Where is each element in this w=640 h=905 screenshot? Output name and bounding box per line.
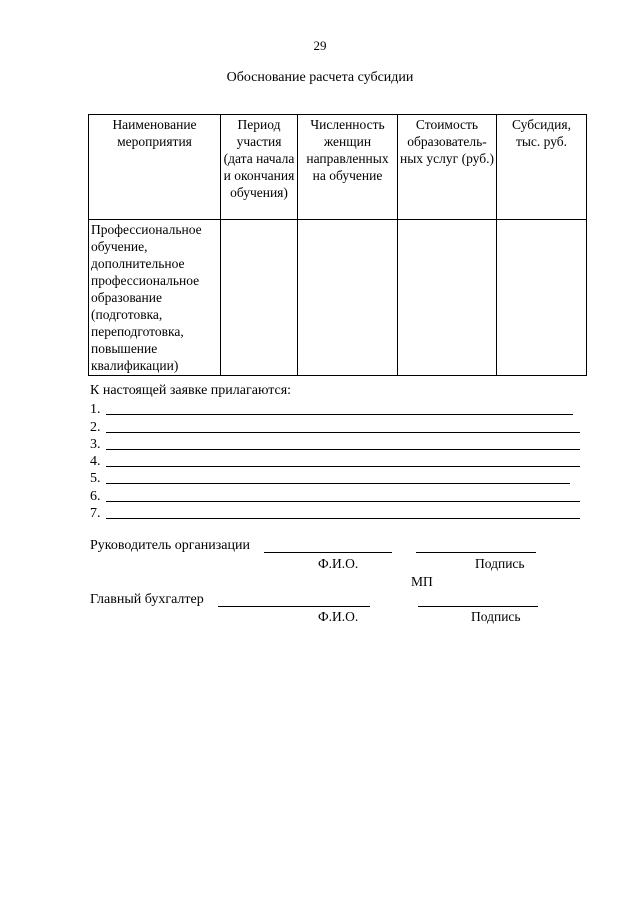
header-period: Период участия (дата начала и окончания обучения) bbox=[221, 115, 298, 220]
list-item bbox=[90, 504, 585, 521]
cell-event-name: Профессиональное обучение, дополнительное профессиональное образование (подготовка, переподготовка, повышение квалификации) bbox=[89, 220, 221, 376]
attachment-blank-line[interactable] bbox=[106, 489, 580, 502]
cell-women-count[interactable] bbox=[298, 220, 398, 376]
list-item bbox=[90, 400, 585, 417]
attachment-number: 7. bbox=[90, 506, 101, 522]
accountant-name-line[interactable] bbox=[218, 605, 370, 607]
list-item bbox=[90, 469, 585, 486]
attachment-blank-line[interactable] bbox=[106, 437, 580, 450]
attachment-number: 3. bbox=[90, 436, 101, 452]
attachments-heading: К настоящей заявке прилагаются: bbox=[90, 383, 292, 398]
cell-period[interactable] bbox=[221, 220, 298, 376]
attachment-blank-line[interactable] bbox=[106, 402, 573, 415]
attachment-blank-line[interactable] bbox=[106, 454, 580, 467]
head-name-line[interactable] bbox=[264, 551, 392, 553]
list-item bbox=[90, 435, 585, 452]
page-number: 29 bbox=[313, 38, 327, 53]
head-signature-caption: Подпись bbox=[475, 556, 525, 571]
attachment-blank-line[interactable] bbox=[106, 420, 580, 433]
attachment-number: 5. bbox=[90, 471, 101, 487]
header-subsidy: Субсидия, тыс. руб. bbox=[497, 115, 587, 220]
attachments-list bbox=[90, 400, 585, 521]
head-of-organization-label: Руководитель организации bbox=[90, 538, 250, 553]
list-item bbox=[90, 417, 585, 434]
cell-subsidy[interactable] bbox=[497, 220, 587, 376]
header-cost: Стоимость образователь-ных услуг (руб.) bbox=[398, 115, 497, 220]
head-name-caption: Ф.И.О. bbox=[318, 556, 359, 571]
accountant-signature-caption: Подпись bbox=[471, 609, 521, 624]
list-item bbox=[90, 486, 585, 503]
chief-accountant-label: Главный бухгалтер bbox=[90, 592, 204, 607]
table-row bbox=[89, 220, 587, 376]
header-women-count: Численность женщин направленных на обучение bbox=[298, 115, 398, 220]
attachment-blank-line[interactable] bbox=[106, 471, 570, 484]
accountant-signature-line[interactable] bbox=[418, 605, 538, 607]
attachment-number: 4. bbox=[90, 454, 101, 470]
list-item bbox=[90, 452, 585, 469]
cell-cost[interactable] bbox=[398, 220, 497, 376]
attachment-number: 1. bbox=[90, 402, 101, 418]
attachment-blank-line[interactable] bbox=[106, 506, 580, 519]
attachment-number: 6. bbox=[90, 488, 101, 504]
header-event-name: Наименование мероприятия bbox=[89, 115, 221, 220]
attachment-number: 2. bbox=[90, 419, 101, 435]
accountant-name-caption: Ф.И.О. bbox=[318, 609, 359, 624]
head-signature-line[interactable] bbox=[416, 551, 536, 553]
table-header-row bbox=[89, 115, 587, 220]
subsidy-calculation-table bbox=[88, 114, 587, 376]
document-title: Обоснование расчета субсидии bbox=[226, 70, 414, 85]
seal-mark: МП bbox=[411, 574, 433, 589]
